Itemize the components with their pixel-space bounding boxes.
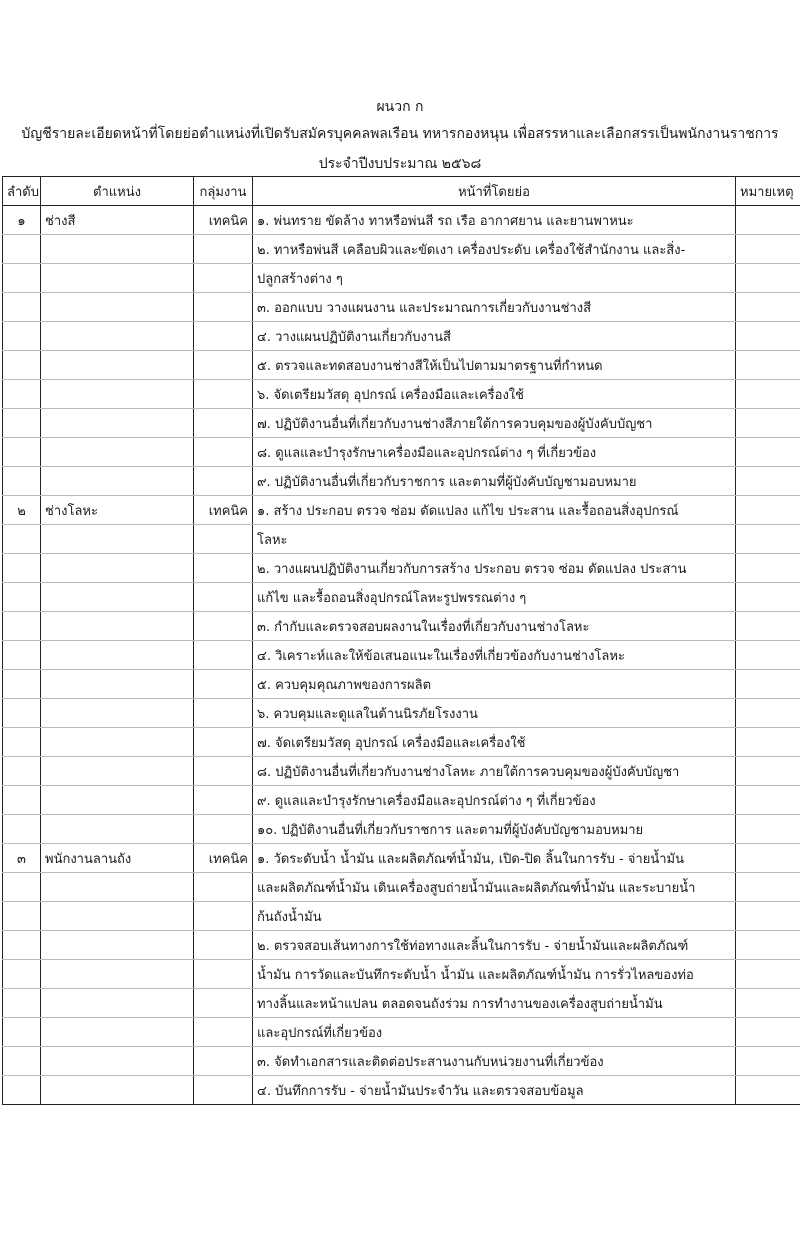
table-row — [3, 293, 800, 322]
table-row — [3, 670, 800, 699]
cell-duty: ๑. สร้าง ประกอบ ตรวจ ซ่อม ดัดแปลง แก้ไข ประสาน และรื้อถอนสิ่งอุปกรณ์ — [253, 496, 736, 525]
cell-remarks — [736, 583, 800, 612]
cell-duty: และอุปกรณ์ที่เกี่ยวข้อง — [253, 1018, 736, 1047]
table-row — [3, 467, 800, 496]
cell-group: เทคนิค — [194, 206, 253, 235]
cell-position: ช่างสี — [41, 206, 194, 235]
cell-no — [3, 757, 41, 786]
cell-no — [3, 293, 41, 322]
cell-group — [194, 235, 253, 264]
cell-duty: ๑. พ่นทราย ขัดล้าง ทาหรือพ่นสี รถ เรือ อากาศยาน และยานพาหนะ — [253, 206, 736, 235]
cell-position — [41, 931, 194, 960]
cell-position — [41, 641, 194, 670]
table-row — [3, 322, 800, 351]
cell-duty: ๗. ปฏิบัติงานอื่นที่เกี่ยวกับงานช่างสีภายใต้การควบคุมของผู้บังคับบัญชา — [253, 409, 736, 438]
cell-no — [3, 351, 41, 380]
cell-group — [194, 1076, 253, 1105]
cell-position — [41, 293, 194, 322]
cell-no — [3, 264, 41, 293]
cell-position — [41, 264, 194, 293]
cell-remarks — [736, 815, 800, 844]
cell-group — [194, 264, 253, 293]
cell-group — [194, 989, 253, 1018]
cell-remarks — [736, 525, 800, 554]
cell-duty: ๙. ดูแลและบำรุงรักษาเครื่องมือและอุปกรณ์ต่าง ๆ ที่เกี่ยวข้อง — [253, 786, 736, 815]
cell-no: ๓ — [3, 844, 41, 873]
cell-remarks — [736, 757, 800, 786]
cell-duty: ๒. วางแผนปฏิบัติงานเกี่ยวกับการสร้าง ประกอบ ตรวจ ซ่อม ดัดแปลง ประสาน — [253, 554, 736, 583]
cell-no — [3, 931, 41, 960]
cell-no — [3, 902, 41, 931]
cell-position — [41, 873, 194, 902]
cell-no — [3, 1076, 41, 1105]
cell-duty: ๔. วิเคราะห์และให้ข้อเสนอแนะในเรื่องที่เกี่ยวข้องกับงานช่างโลหะ — [253, 641, 736, 670]
table-row — [3, 641, 800, 670]
cell-duty: ๔. บันทึกการรับ - จ่ายน้ำมันประจำวัน และตรวจสอบข้อมูล — [253, 1076, 736, 1105]
cell-position — [41, 757, 194, 786]
cell-remarks — [736, 380, 800, 409]
cell-no — [3, 786, 41, 815]
cell-remarks — [736, 554, 800, 583]
cell-duty: ๕. ตรวจและทดสอบงานช่างสีให้เป็นไปตามมาตรฐานที่กำหนด — [253, 351, 736, 380]
cell-duty: ทางลิ้นและหน้าแปลน ตลอดจนถังร่วม การทำงานของเครื่องสูบถ่ายน้ำมัน — [253, 989, 736, 1018]
cell-no — [3, 641, 41, 670]
cell-group — [194, 670, 253, 699]
table-row — [3, 844, 800, 873]
table-row — [3, 525, 800, 554]
cell-position — [41, 815, 194, 844]
cell-remarks — [736, 235, 800, 264]
table-row — [3, 351, 800, 380]
cell-remarks — [736, 786, 800, 815]
cell-remarks — [736, 409, 800, 438]
cell-remarks — [736, 1076, 800, 1105]
cell-remarks — [736, 1018, 800, 1047]
table-row — [3, 902, 800, 931]
cell-position — [41, 438, 194, 467]
cell-position — [41, 902, 194, 931]
cell-no — [3, 670, 41, 699]
table-row — [3, 206, 800, 235]
table-row — [3, 438, 800, 467]
document-title: บัญชีรายละเอียดหน้าที่โดยย่อตำแหน่งที่เปิดรับสมัครบุคคลพลเรือน ทหารกองหนุน เพื่อสรรหาและเลือกสรรเป็นพนักงานราชการ — [21, 126, 779, 142]
cell-group: เทคนิค — [194, 496, 253, 525]
cell-no — [3, 438, 41, 467]
cell-remarks — [736, 989, 800, 1018]
cell-remarks — [736, 496, 800, 525]
cell-position — [41, 1076, 194, 1105]
cell-no — [3, 1018, 41, 1047]
cell-no — [3, 322, 41, 351]
table-row — [3, 1018, 800, 1047]
cell-position — [41, 989, 194, 1018]
duties-table — [2, 176, 800, 1105]
cell-position — [41, 525, 194, 554]
cell-no — [3, 467, 41, 496]
cell-position — [41, 960, 194, 989]
cell-no — [3, 873, 41, 902]
table-row — [3, 1076, 800, 1105]
cell-group — [194, 873, 253, 902]
cell-position — [41, 351, 194, 380]
cell-no — [3, 525, 41, 554]
table-row — [3, 757, 800, 786]
cell-no — [3, 235, 41, 264]
cell-no — [3, 380, 41, 409]
cell-group — [194, 293, 253, 322]
cell-group — [194, 786, 253, 815]
cell-group — [194, 641, 253, 670]
table-row — [3, 728, 800, 757]
cell-group — [194, 1018, 253, 1047]
cell-position — [41, 728, 194, 757]
annex-label: ผนวก ก — [376, 99, 424, 115]
cell-remarks — [736, 264, 800, 293]
table-row — [3, 1047, 800, 1076]
cell-duty: ๑๐. ปฏิบัติงานอื่นที่เกี่ยวกับราชการ และตามที่ผู้บังคับบัญชามอบหมาย — [253, 815, 736, 844]
cell-group — [194, 902, 253, 931]
cell-no — [3, 409, 41, 438]
table-row — [3, 931, 800, 960]
cell-remarks — [736, 467, 800, 496]
cell-remarks — [736, 873, 800, 902]
cell-duty: ๙. ปฏิบัติงานอื่นที่เกี่ยวกับราชการ และตามที่ผู้บังคับบัญชามอบหมาย — [253, 467, 736, 496]
cell-group — [194, 351, 253, 380]
cell-remarks — [736, 641, 800, 670]
cell-position — [41, 1018, 194, 1047]
cell-duty: ๓. กำกับและตรวจสอบผลงานในเรื่องที่เกี่ยวกับงานช่างโลหะ — [253, 612, 736, 641]
cell-duty: ๗. จัดเตรียมวัสดุ อุปกรณ์ เครื่องมือและเครื่องใช้ — [253, 728, 736, 757]
cell-group — [194, 815, 253, 844]
col-header-duties: หน้าที่โดยย่อ — [253, 177, 736, 206]
cell-duty: ๒. ตรวจสอบเส้นทางการใช้ท่อทางและลิ้นในการรับ - จ่ายน้ำมันและผลิตภัณฑ์ — [253, 931, 736, 960]
cell-no: ๒ — [3, 496, 41, 525]
cell-position: ช่างโลหะ — [41, 496, 194, 525]
cell-position — [41, 322, 194, 351]
table-row — [3, 409, 800, 438]
cell-remarks — [736, 438, 800, 467]
cell-remarks — [736, 902, 800, 931]
cell-duty: ๖. ควบคุมและดูแลในด้านนิรภัยโรงงาน — [253, 699, 736, 728]
col-header-remarks: หมายเหตุ — [736, 177, 800, 206]
cell-group — [194, 380, 253, 409]
cell-duty: น้ำมัน การวัดและบันทึกระดับน้ำ น้ำมัน และผลิตภัณฑ์น้ำมัน การรั่วไหลของท่อ — [253, 960, 736, 989]
cell-position — [41, 235, 194, 264]
cell-position — [41, 380, 194, 409]
table-row — [3, 699, 800, 728]
table-row — [3, 873, 800, 902]
table-row — [3, 554, 800, 583]
cell-remarks — [736, 351, 800, 380]
cell-no: ๑ — [3, 206, 41, 235]
cell-group — [194, 757, 253, 786]
cell-remarks — [736, 931, 800, 960]
cell-no — [3, 699, 41, 728]
table-row — [3, 786, 800, 815]
cell-group — [194, 438, 253, 467]
table-row — [3, 380, 800, 409]
cell-group — [194, 960, 253, 989]
cell-position — [41, 699, 194, 728]
cell-remarks — [736, 293, 800, 322]
cell-duty: ๒. ทาหรือพ่นสี เคลือบผิวและขัดเงา เครื่องประดับ เครื่องใช้สำนักงาน และสิ่ง- — [253, 235, 736, 264]
cell-group — [194, 699, 253, 728]
cell-duty: ๕. ควบคุมคุณภาพของการผลิต — [253, 670, 736, 699]
cell-group: เทคนิค — [194, 844, 253, 873]
col-header-no: ลำดับ — [3, 177, 41, 206]
cell-group — [194, 554, 253, 583]
cell-duty: ก้นถังน้ำมัน — [253, 902, 736, 931]
cell-group — [194, 525, 253, 554]
cell-remarks — [736, 612, 800, 641]
cell-group — [194, 583, 253, 612]
cell-remarks — [736, 699, 800, 728]
table-row — [3, 612, 800, 641]
cell-remarks — [736, 960, 800, 989]
table-row — [3, 960, 800, 989]
col-header-position: ตำแหน่ง — [41, 177, 194, 206]
table-header-row — [3, 177, 800, 206]
cell-group — [194, 931, 253, 960]
cell-no — [3, 989, 41, 1018]
cell-duty: ๓. ออกแบบ วางแผนงาน และประมาณการเกี่ยวกับงานช่างสี — [253, 293, 736, 322]
cell-position: พนักงานลานถัง — [41, 844, 194, 873]
cell-group — [194, 728, 253, 757]
cell-no — [3, 728, 41, 757]
cell-group — [194, 467, 253, 496]
cell-remarks — [736, 728, 800, 757]
cell-duty: และผลิตภัณฑ์น้ำมัน เดินเครื่องสูบถ่ายน้ำมันและผลิตภัณฑ์น้ำมัน และระบายน้ำ — [253, 873, 736, 902]
cell-duty: ๖. จัดเตรียมวัสดุ อุปกรณ์ เครื่องมือและเครื่องใช้ — [253, 380, 736, 409]
cell-group — [194, 1047, 253, 1076]
cell-remarks — [736, 1047, 800, 1076]
table-row — [3, 496, 800, 525]
cell-position — [41, 612, 194, 641]
col-header-group: กลุ่มงาน — [194, 177, 253, 206]
cell-position — [41, 670, 194, 699]
cell-duty: ๘. ดูแลและบำรุงรักษาเครื่องมือและอุปกรณ์ต่าง ๆ ที่เกี่ยวข้อง — [253, 438, 736, 467]
table-row — [3, 583, 800, 612]
document-subtitle: ประจำปีงบประมาณ ๒๕๖๘ — [318, 156, 482, 172]
cell-remarks — [736, 322, 800, 351]
cell-no — [3, 960, 41, 989]
cell-duty: ๑. วัดระดับน้ำ น้ำมัน และผลิตภัณฑ์น้ำมัน, เปิด-ปิด ลิ้นในการรับ - จ่ายน้ำมัน — [253, 844, 736, 873]
cell-position — [41, 583, 194, 612]
table-body — [3, 206, 800, 1105]
cell-duty: แก้ไข และรื้อถอนสิ่งอุปกรณ์โลหะรูปพรรณต่าง ๆ — [253, 583, 736, 612]
cell-position — [41, 786, 194, 815]
cell-position — [41, 409, 194, 438]
cell-no — [3, 612, 41, 641]
cell-no — [3, 554, 41, 583]
cell-duty: ปลูกสร้างต่าง ๆ — [253, 264, 736, 293]
cell-duty: ๔. วางแผนปฏิบัติงานเกี่ยวกับงานสี — [253, 322, 736, 351]
cell-remarks — [736, 670, 800, 699]
table-row — [3, 235, 800, 264]
cell-duty: ๓. จัดทำเอกสารและติดต่อประสานงานกับหน่วยงานที่เกี่ยวข้อง — [253, 1047, 736, 1076]
cell-position — [41, 554, 194, 583]
cell-group — [194, 409, 253, 438]
cell-duty: โลหะ — [253, 525, 736, 554]
cell-position — [41, 1047, 194, 1076]
cell-remarks — [736, 206, 800, 235]
cell-duty: ๘. ปฏิบัติงานอื่นที่เกี่ยวกับงานช่างโลหะ ภายใต้การควบคุมของผู้บังคับบัญชา — [253, 757, 736, 786]
table-row — [3, 815, 800, 844]
cell-group — [194, 322, 253, 351]
cell-no — [3, 583, 41, 612]
table-row — [3, 989, 800, 1018]
cell-remarks — [736, 844, 800, 873]
cell-no — [3, 815, 41, 844]
cell-group — [194, 612, 253, 641]
table-row — [3, 264, 800, 293]
cell-position — [41, 467, 194, 496]
cell-no — [3, 1047, 41, 1076]
